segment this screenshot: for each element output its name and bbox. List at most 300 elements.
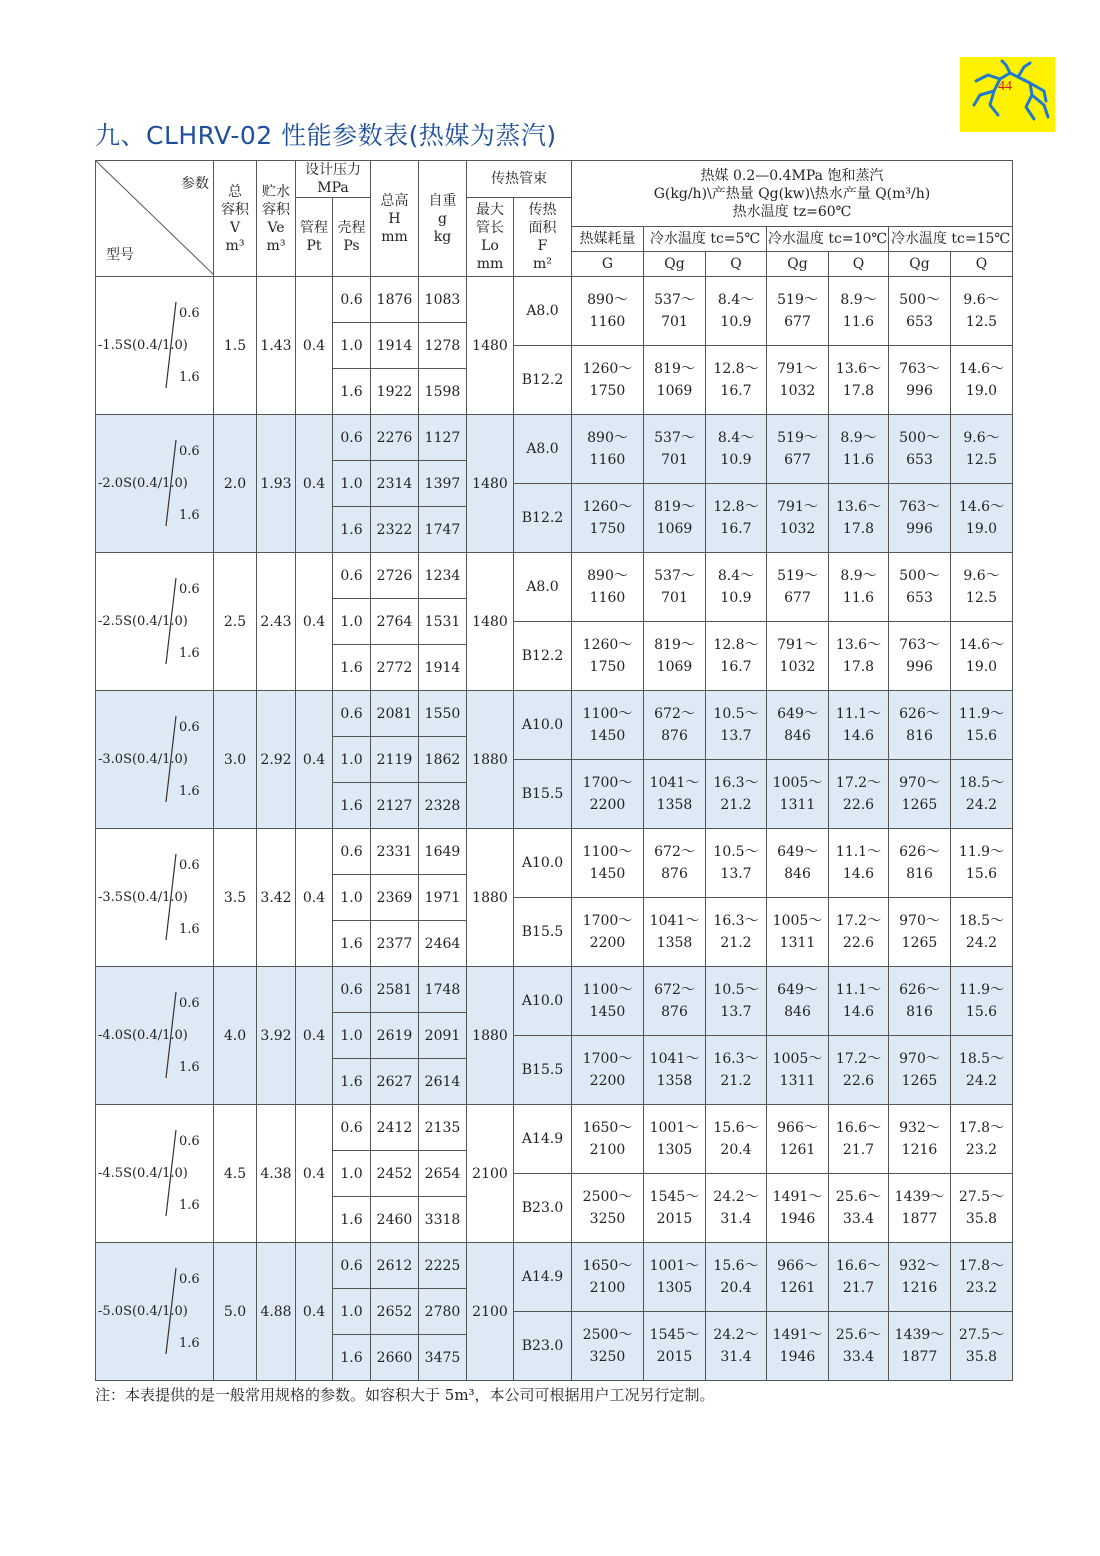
consumption-cell: 1700～ 2200 (572, 1036, 644, 1105)
q5-cell: 24.2～ 31.4 (706, 1174, 767, 1243)
height-cell: 1914 (371, 323, 419, 369)
model-pressure-bottom: 1.6 (179, 369, 200, 385)
weight-header: 自重 g kg (419, 161, 467, 277)
storage-volume-cell: 3.92 (257, 967, 296, 1105)
weight-cell: 1234 (419, 553, 467, 599)
model-pressure-top: 0.6 (179, 581, 200, 597)
q10-cell: 11.1～ 14.6 (829, 829, 889, 898)
shell-pressure-cell: 1.0 (333, 875, 371, 921)
qg10-cell: 1005～ 1311 (767, 1036, 829, 1105)
weight-cell: 2135 (419, 1105, 467, 1151)
q10-cell: 8.9～ 11.6 (829, 415, 889, 484)
tc10-header: 冷水温度 tc=10℃ (767, 227, 889, 252)
consumption-cell: 2500～ 3250 (572, 1174, 644, 1243)
model-row (96, 829, 1013, 852)
qg5-cell: 537～ 701 (644, 277, 706, 346)
height-cell: 2119 (371, 737, 419, 783)
q5-cell: 15.6～ 20.4 (706, 1105, 767, 1174)
model-row (96, 1105, 1013, 1128)
height-cell: 2276 (371, 415, 419, 461)
qg15-cell: 932～ 1216 (889, 1243, 951, 1312)
q5-cell: 15.6～ 20.4 (706, 1243, 767, 1312)
bundle-area-cell: B15.5 (514, 898, 572, 967)
q10-cell: 16.6～ 21.7 (829, 1243, 889, 1312)
q15-cell: 9.6～ 12.5 (951, 277, 1013, 346)
shell-pressure-cell: 0.6 (333, 415, 371, 461)
storage-volume-cell: 1.93 (257, 415, 296, 553)
weight-cell: 2614 (419, 1059, 467, 1105)
model-row (96, 415, 1013, 438)
bundle-area-cell: B23.0 (514, 1312, 572, 1381)
shell-pressure-cell: 1.0 (333, 599, 371, 645)
model-name: -3.5S(0.4/1.0) (98, 889, 188, 905)
consumption-cell: 1260～ 1750 (572, 346, 644, 415)
model-name: -3.0S(0.4/1.0) (98, 751, 188, 767)
q15-cell: 18.5～ 24.2 (951, 898, 1013, 967)
consumption-cell: 1650～ 2100 (572, 1243, 644, 1312)
consumption-header: 热媒耗量 (572, 227, 644, 252)
q5-cell: 24.2～ 31.4 (706, 1312, 767, 1381)
shell-pressure-cell: 0.6 (333, 1105, 371, 1151)
max-length-cell: 2100 (467, 1243, 514, 1381)
q10-cell: 8.9～ 11.6 (829, 277, 889, 346)
page-title: 九、CLHRV-02 性能参数表(热媒为蒸汽) (95, 121, 557, 150)
weight-cell: 1747 (419, 507, 467, 553)
q10-cell: 16.6～ 21.7 (829, 1105, 889, 1174)
height-cell: 2452 (371, 1151, 419, 1197)
qg10-cell: 1491～ 1946 (767, 1312, 829, 1381)
q15-cell: 17.8～ 23.2 (951, 1105, 1013, 1174)
shell-pressure-cell: 1.6 (333, 645, 371, 691)
q15-cell: 27.5～ 35.8 (951, 1174, 1013, 1243)
total-volume-cell: 3.5 (214, 829, 257, 967)
q5-cell: 10.5～ 13.7 (706, 967, 767, 1036)
design-pressure-header: 设计压力 MPa (296, 161, 371, 198)
weight-cell: 1550 (419, 691, 467, 737)
tube-pressure-cell: 0.4 (296, 829, 333, 967)
shell-pressure-cell: 1.6 (333, 1059, 371, 1105)
page-badge (960, 57, 1055, 132)
model-pressure-bottom: 1.6 (179, 645, 200, 661)
weight-cell: 2225 (419, 1243, 467, 1289)
weight-cell: 2091 (419, 1013, 467, 1059)
total-volume-cell: 4.5 (214, 1105, 257, 1243)
total-volume-header: 总 容积 V m³ (214, 161, 257, 277)
model-pressure-bottom: 1.6 (179, 507, 200, 523)
qg15-cell: 500～ 653 (889, 553, 951, 622)
qg15-cell: 1439～ 1877 (889, 1312, 951, 1381)
weight-cell: 1127 (419, 415, 467, 461)
shell-pressure-cell: 1.6 (333, 369, 371, 415)
q10-cell: 17.2～ 22.6 (829, 1036, 889, 1105)
q5-cell: 12.8～ 16.7 (706, 484, 767, 553)
model-cell (96, 553, 214, 691)
qg5-cell: 1001～ 1305 (644, 1243, 706, 1312)
weight-cell: 1971 (419, 875, 467, 921)
height-cell: 2726 (371, 553, 419, 599)
qg5-header: Qg (644, 252, 706, 277)
model-cell (96, 277, 214, 415)
tc15-header: 冷水温度 tc=15℃ (889, 227, 1013, 252)
height-cell: 2314 (371, 461, 419, 507)
weight-cell: 2654 (419, 1151, 467, 1197)
total-volume-cell: 1.5 (214, 277, 257, 415)
area-header: 传热 面积 F m² (514, 198, 572, 277)
shell-pressure-cell: 0.6 (333, 553, 371, 599)
height-cell: 2369 (371, 875, 419, 921)
model-row (96, 277, 1013, 300)
q15-cell: 18.5～ 24.2 (951, 760, 1013, 829)
consumption-cell: 890～ 1160 (572, 277, 644, 346)
model-row (96, 691, 1013, 714)
shell-pressure-cell: 0.6 (333, 829, 371, 875)
max-length-cell: 1480 (467, 415, 514, 553)
weight-cell: 2328 (419, 783, 467, 829)
model-pressure-bottom: 1.6 (179, 1335, 200, 1351)
param-header: 参数 (181, 176, 209, 192)
weight-cell: 1278 (419, 323, 467, 369)
shell-pressure-cell: 0.6 (333, 691, 371, 737)
model-cell (96, 1243, 214, 1381)
q10-cell: 11.1～ 14.6 (829, 691, 889, 760)
consumption-cell: 1700～ 2200 (572, 760, 644, 829)
qg10-cell: 1491～ 1946 (767, 1174, 829, 1243)
qg5-cell: 819～ 1069 (644, 622, 706, 691)
qg10-cell: 791～ 1032 (767, 484, 829, 553)
shell-pressure-cell: 1.0 (333, 1013, 371, 1059)
qg15-cell: 970～ 1265 (889, 898, 951, 967)
height-header: 总高 H mm (371, 161, 419, 277)
bundle-area-cell: B12.2 (514, 622, 572, 691)
model-row (96, 553, 1013, 576)
tc5-header: 冷水温度 tc=5℃ (644, 227, 767, 252)
qg15-cell: 970～ 1265 (889, 760, 951, 829)
qg5-cell: 537～ 701 (644, 415, 706, 484)
model-header: 型号 (106, 247, 134, 263)
q5-cell: 12.8～ 16.7 (706, 622, 767, 691)
qg10-cell: 519～ 677 (767, 415, 829, 484)
qg15-cell: 626～ 816 (889, 691, 951, 760)
bundle-area-cell: B23.0 (514, 1174, 572, 1243)
bundle-area-cell: A10.0 (514, 967, 572, 1036)
consumption-cell: 890～ 1160 (572, 553, 644, 622)
model-cell (96, 1105, 214, 1243)
tube-pressure-cell: 0.4 (296, 553, 333, 691)
height-cell: 2460 (371, 1197, 419, 1243)
q5-cell: 8.4～ 10.9 (706, 553, 767, 622)
consumption-cell: 1100～ 1450 (572, 967, 644, 1036)
storage-volume-cell: 4.88 (257, 1243, 296, 1381)
height-cell: 2619 (371, 1013, 419, 1059)
shell-pressure-cell: 0.6 (333, 1243, 371, 1289)
q15-cell: 18.5～ 24.2 (951, 1036, 1013, 1105)
q5-cell: 8.4～ 10.9 (706, 415, 767, 484)
height-cell: 2581 (371, 967, 419, 1013)
shell-pressure-cell: 1.0 (333, 737, 371, 783)
model-name: -5.0S(0.4/1.0) (98, 1303, 188, 1319)
model-cell (96, 415, 214, 553)
qg5-cell: 819～ 1069 (644, 346, 706, 415)
shell-pressure-cell: 0.6 (333, 967, 371, 1013)
qg10-cell: 966～ 1261 (767, 1243, 829, 1312)
qg10-cell: 519～ 677 (767, 277, 829, 346)
weight-cell: 2780 (419, 1289, 467, 1335)
height-cell: 1876 (371, 277, 419, 323)
model-row (96, 1243, 1013, 1266)
q5-cell: 10.5～ 13.7 (706, 691, 767, 760)
q5-cell: 16.3～ 21.2 (706, 898, 767, 967)
q15-cell: 17.8～ 23.2 (951, 1243, 1013, 1312)
q10-cell: 25.6～ 33.4 (829, 1312, 889, 1381)
consumption-cell: 1700～ 2200 (572, 898, 644, 967)
height-cell: 2772 (371, 645, 419, 691)
q10-cell: 11.1～ 14.6 (829, 967, 889, 1036)
model-cell (96, 829, 214, 967)
qg10-cell: 649～ 846 (767, 967, 829, 1036)
qg15-cell: 763～ 996 (889, 484, 951, 553)
max-length-cell: 1880 (467, 829, 514, 967)
max-length-cell: 1880 (467, 967, 514, 1105)
storage-volume-cell: 2.92 (257, 691, 296, 829)
qg10-cell: 649～ 846 (767, 691, 829, 760)
qg15-cell: 626～ 816 (889, 967, 951, 1036)
model-name: -2.5S(0.4/1.0) (98, 613, 188, 629)
q10-cell: 13.6～ 17.8 (829, 346, 889, 415)
q10-cell: 17.2～ 22.6 (829, 760, 889, 829)
q10-cell: 8.9～ 11.6 (829, 553, 889, 622)
bundle-area-cell: B15.5 (514, 1036, 572, 1105)
bundle-area-cell: A10.0 (514, 691, 572, 760)
model-pressure-top: 0.6 (179, 719, 200, 735)
qg10-cell: 519～ 677 (767, 553, 829, 622)
q15-header: Q (951, 252, 1013, 277)
bundle-area-cell: A8.0 (514, 277, 572, 346)
qg10-cell: 1005～ 1311 (767, 760, 829, 829)
q15-cell: 14.6～ 19.0 (951, 484, 1013, 553)
model-pressure-bottom: 1.6 (179, 1197, 200, 1213)
weight-cell: 2464 (419, 921, 467, 967)
shell-pressure-cell: 1.6 (333, 1197, 371, 1243)
consumption-cell: 1260～ 1750 (572, 622, 644, 691)
q15-cell: 14.6～ 19.0 (951, 622, 1013, 691)
model-pressure-top: 0.6 (179, 857, 200, 873)
model-pressure-top: 0.6 (179, 443, 200, 459)
model-name: -1.5S(0.4/1.0) (98, 337, 188, 353)
q10-cell: 17.2～ 22.6 (829, 898, 889, 967)
max-length-cell: 1880 (467, 691, 514, 829)
height-cell: 2377 (371, 921, 419, 967)
model-name: -2.0S(0.4/1.0) (98, 475, 188, 491)
q15-cell: 11.9～ 15.6 (951, 829, 1013, 898)
tube-pressure-cell: 0.4 (296, 1243, 333, 1381)
qg10-cell: 649～ 846 (767, 829, 829, 898)
qg15-cell: 1439～ 1877 (889, 1174, 951, 1243)
q10-cell: 25.6～ 33.4 (829, 1174, 889, 1243)
total-volume-cell: 5.0 (214, 1243, 257, 1381)
storage-volume-cell: 2.43 (257, 553, 296, 691)
bundle-area-cell: A8.0 (514, 553, 572, 622)
qg15-cell: 626～ 816 (889, 829, 951, 898)
tube-pressure-cell: 0.4 (296, 967, 333, 1105)
qg15-header: Qg (889, 252, 951, 277)
q5-cell: 16.3～ 21.2 (706, 760, 767, 829)
shell-pressure-header: 壳程 Ps (333, 198, 371, 277)
weight-cell: 1862 (419, 737, 467, 783)
page-number: 44 (998, 79, 1012, 94)
tube-pressure-cell: 0.4 (296, 691, 333, 829)
qg5-cell: 537～ 701 (644, 553, 706, 622)
consumption-cell: 1260～ 1750 (572, 484, 644, 553)
spec-table (95, 160, 1013, 1381)
q10-header: Q (829, 252, 889, 277)
qg15-cell: 500～ 653 (889, 277, 951, 346)
shell-pressure-cell: 1.6 (333, 921, 371, 967)
weight-cell: 1083 (419, 277, 467, 323)
qg5-cell: 819～ 1069 (644, 484, 706, 553)
model-cell (96, 691, 214, 829)
q5-cell: 10.5～ 13.7 (706, 829, 767, 898)
model-row (96, 967, 1013, 990)
q15-cell: 27.5～ 35.8 (951, 1312, 1013, 1381)
weight-cell: 1598 (419, 369, 467, 415)
shell-pressure-cell: 1.0 (333, 461, 371, 507)
max-length-cell: 2100 (467, 1105, 514, 1243)
shell-pressure-cell: 1.0 (333, 1289, 371, 1335)
shell-pressure-cell: 1.0 (333, 1151, 371, 1197)
storage-volume-cell: 4.38 (257, 1105, 296, 1243)
q10-cell: 13.6～ 17.8 (829, 622, 889, 691)
consumption-cell: 2500～ 3250 (572, 1312, 644, 1381)
q5-cell: 8.4～ 10.9 (706, 277, 767, 346)
qg15-cell: 500～ 653 (889, 415, 951, 484)
qg5-cell: 1545～ 2015 (644, 1312, 706, 1381)
qg15-cell: 932～ 1216 (889, 1105, 951, 1174)
weight-cell: 1531 (419, 599, 467, 645)
tube-pressure-cell: 0.4 (296, 277, 333, 415)
consumption-cell: 1100～ 1450 (572, 691, 644, 760)
qg5-cell: 672～ 876 (644, 967, 706, 1036)
q15-cell: 11.9～ 15.6 (951, 967, 1013, 1036)
qg5-cell: 1545～ 2015 (644, 1174, 706, 1243)
qg5-cell: 672～ 876 (644, 829, 706, 898)
height-cell: 2652 (371, 1289, 419, 1335)
height-cell: 2127 (371, 783, 419, 829)
qg15-cell: 763～ 996 (889, 622, 951, 691)
qg5-cell: 672～ 876 (644, 691, 706, 760)
total-volume-cell: 3.0 (214, 691, 257, 829)
model-pressure-top: 0.6 (179, 305, 200, 321)
weight-cell: 1914 (419, 645, 467, 691)
model-pressure-top: 0.6 (179, 1271, 200, 1287)
q15-cell: 11.9～ 15.6 (951, 691, 1013, 760)
total-volume-cell: 4.0 (214, 967, 257, 1105)
storage-volume-header: 贮水 容积 Ve m³ (257, 161, 296, 277)
bundle-area-cell: B12.2 (514, 346, 572, 415)
weight-cell: 3318 (419, 1197, 467, 1243)
bundle-area-cell: A10.0 (514, 829, 572, 898)
qg10-cell: 791～ 1032 (767, 622, 829, 691)
shell-pressure-cell: 1.6 (333, 1335, 371, 1381)
total-volume-cell: 2.5 (214, 553, 257, 691)
model-pressure-top: 0.6 (179, 1133, 200, 1149)
bundle-area-cell: B15.5 (514, 760, 572, 829)
q5-header: Q (706, 252, 767, 277)
height-cell: 2612 (371, 1243, 419, 1289)
bundle-area-cell: A8.0 (514, 415, 572, 484)
qg5-cell: 1041～ 1358 (644, 760, 706, 829)
qg10-header: Qg (767, 252, 829, 277)
heat-medium-header: 热媒 0.2—0.4MPa 饱和蒸汽 G(kg/h)\产热量 Qg(kw)\热水产量 Q(m³/h) 热水温度 tz=60℃ (572, 161, 1013, 227)
max-length-cell: 1480 (467, 553, 514, 691)
height-cell: 2660 (371, 1335, 419, 1381)
height-cell: 2764 (371, 599, 419, 645)
tube-pressure-cell: 0.4 (296, 1105, 333, 1243)
q10-cell: 13.6～ 17.8 (829, 484, 889, 553)
max-length-cell: 1480 (467, 277, 514, 415)
qg5-cell: 1001～ 1305 (644, 1105, 706, 1174)
model-pressure-bottom: 1.6 (179, 783, 200, 799)
shell-pressure-cell: 1.6 (333, 783, 371, 829)
weight-cell: 1649 (419, 829, 467, 875)
max-length-header: 最大 管长 Lo mm (467, 198, 514, 277)
weight-cell: 1397 (419, 461, 467, 507)
shell-pressure-cell: 1.6 (333, 507, 371, 553)
qg5-cell: 1041～ 1358 (644, 898, 706, 967)
consumption-cell: 890～ 1160 (572, 415, 644, 484)
qg10-cell: 1005～ 1311 (767, 898, 829, 967)
bundle-area-cell: A14.9 (514, 1105, 572, 1174)
consumption-cell: 1650～ 2100 (572, 1105, 644, 1174)
height-cell: 2081 (371, 691, 419, 737)
consumption-cell: 1100～ 1450 (572, 829, 644, 898)
qg10-cell: 791～ 1032 (767, 346, 829, 415)
q15-cell: 9.6～ 12.5 (951, 553, 1013, 622)
storage-volume-cell: 3.42 (257, 829, 296, 967)
weight-cell: 3475 (419, 1335, 467, 1381)
model-pressure-top: 0.6 (179, 995, 200, 1011)
q5-cell: 16.3～ 21.2 (706, 1036, 767, 1105)
height-cell: 2412 (371, 1105, 419, 1151)
model-cell (96, 967, 214, 1105)
qg15-cell: 763～ 996 (889, 346, 951, 415)
height-cell: 2322 (371, 507, 419, 553)
storage-volume-cell: 1.43 (257, 277, 296, 415)
model-pressure-bottom: 1.6 (179, 1059, 200, 1075)
bundle-area-cell: B12.2 (514, 484, 572, 553)
q15-cell: 14.6～ 19.0 (951, 346, 1013, 415)
corner-header-cell (96, 161, 214, 277)
q5-cell: 12.8～ 16.7 (706, 346, 767, 415)
model-name: -4.0S(0.4/1.0) (98, 1027, 188, 1043)
shell-pressure-cell: 1.0 (333, 323, 371, 369)
bundle-area-cell: A14.9 (514, 1243, 572, 1312)
tube-pressure-header: 管程 Pt (296, 198, 333, 277)
height-cell: 1922 (371, 369, 419, 415)
qg15-cell: 970～ 1265 (889, 1036, 951, 1105)
height-cell: 2331 (371, 829, 419, 875)
qg10-cell: 966～ 1261 (767, 1105, 829, 1174)
weight-cell: 1748 (419, 967, 467, 1013)
shell-pressure-cell: 0.6 (333, 277, 371, 323)
tube-pressure-cell: 0.4 (296, 415, 333, 553)
qg5-cell: 1041～ 1358 (644, 1036, 706, 1105)
footnote: 注：本表提供的是一般常用规格的参数。如容积大于 5m³，本公司可根据用户工况另行定制。 (95, 1386, 715, 1404)
model-name: -4.5S(0.4/1.0) (98, 1165, 188, 1181)
model-pressure-bottom: 1.6 (179, 921, 200, 937)
q15-cell: 9.6～ 12.5 (951, 415, 1013, 484)
height-cell: 2627 (371, 1059, 419, 1105)
tube-bundle-header: 传热管束 (467, 161, 572, 198)
